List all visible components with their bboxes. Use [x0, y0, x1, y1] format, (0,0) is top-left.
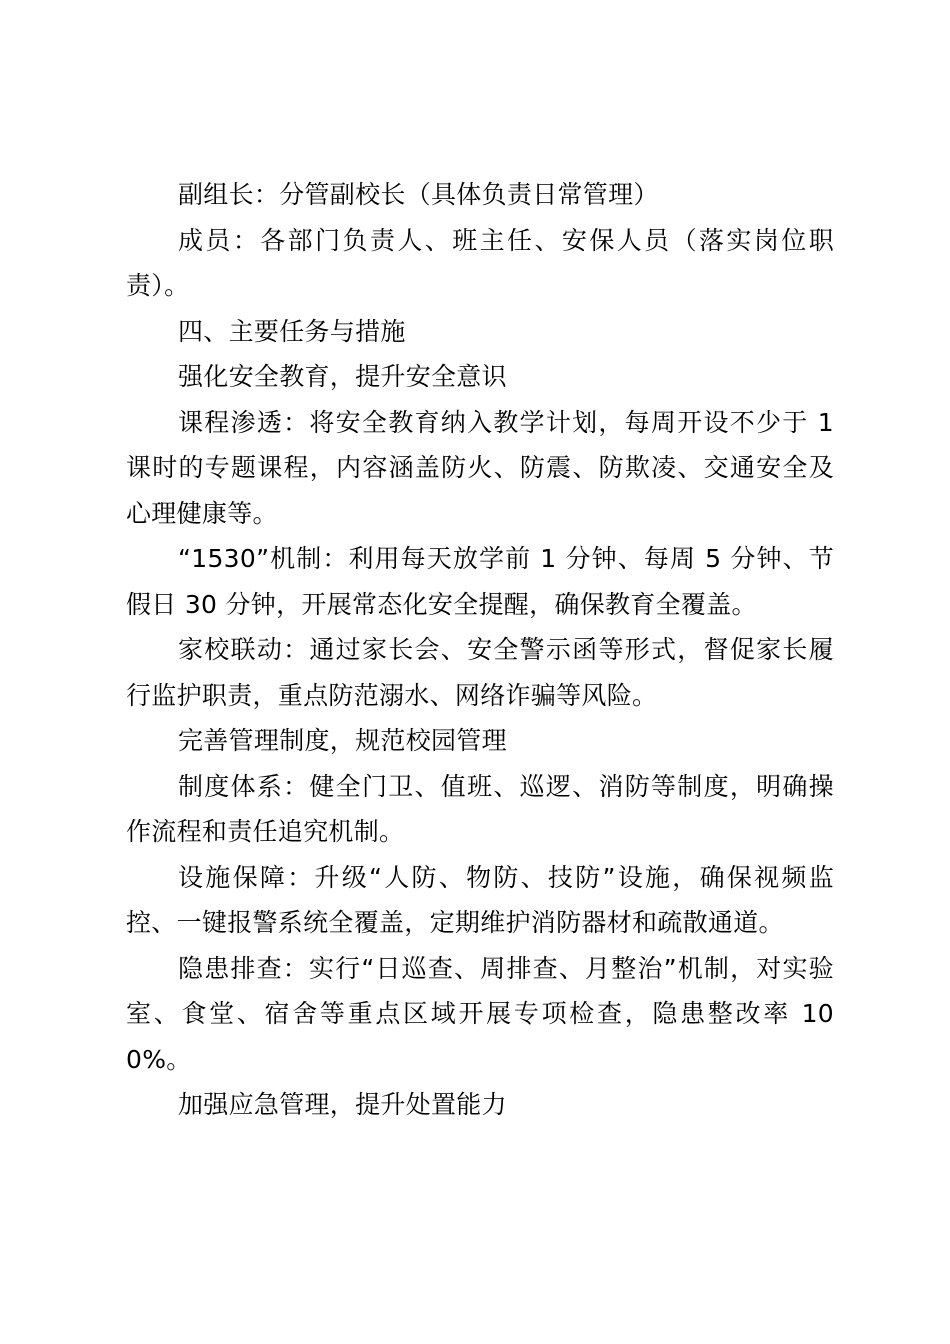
paragraph-1530-mechanism: “1530”机制：利用每天放学前 1 分钟、每周 5 分钟、节假日 30 分钟，开展常态化安全提醒，确保教育全覆盖。: [126, 544, 834, 619]
subheading-management-system: 完善管理制度，规范校园管理: [178, 726, 507, 755]
paragraph-facilities: 设施保障：升级“人防、物防、技防”设施，确保视频监控、一键报警系统全覆盖，定期维护消防器材和疏散通道。: [126, 862, 834, 937]
paragraph-deputy-leader: 副组长：分管副校长（具体负责日常管理）: [178, 180, 659, 209]
paragraph-curriculum: 课程渗透：将安全教育纳入教学计划，每周开设不少于 1 课时的专题课程，内容涵盖防火、防震、防欺凌、交通安全及心理健康等。: [126, 407, 834, 528]
section-heading-main-tasks: 四、主要任务与措施: [178, 316, 406, 346]
subheading-safety-education: 强化安全教育，提升安全意识: [178, 362, 507, 391]
document-body: [126, 172, 834, 1128]
paragraph-hazard-inspection: 隐患排查：实行“日巡查、周排查、月整治”机制，对实验室、食堂、宿舍等重点区域开展专项检查，隐患整改率 100%。: [126, 953, 834, 1074]
paragraph-system-framework: 制度体系：健全门卫、值班、巡逻、消防等制度，明确操作流程和责任追究机制。: [126, 771, 834, 846]
paragraph-home-school: 家校联动：通过家长会、安全警示函等形式，督促家长履行监护职责，重点防范溺水、网络诈骗等风险。: [126, 635, 834, 710]
paragraph-members: 成员：各部门负责人、班主任、安保人员（落实岗位职责）。: [126, 225, 834, 300]
subheading-emergency-management: 加强应急管理，提升处置能力: [178, 1090, 507, 1119]
